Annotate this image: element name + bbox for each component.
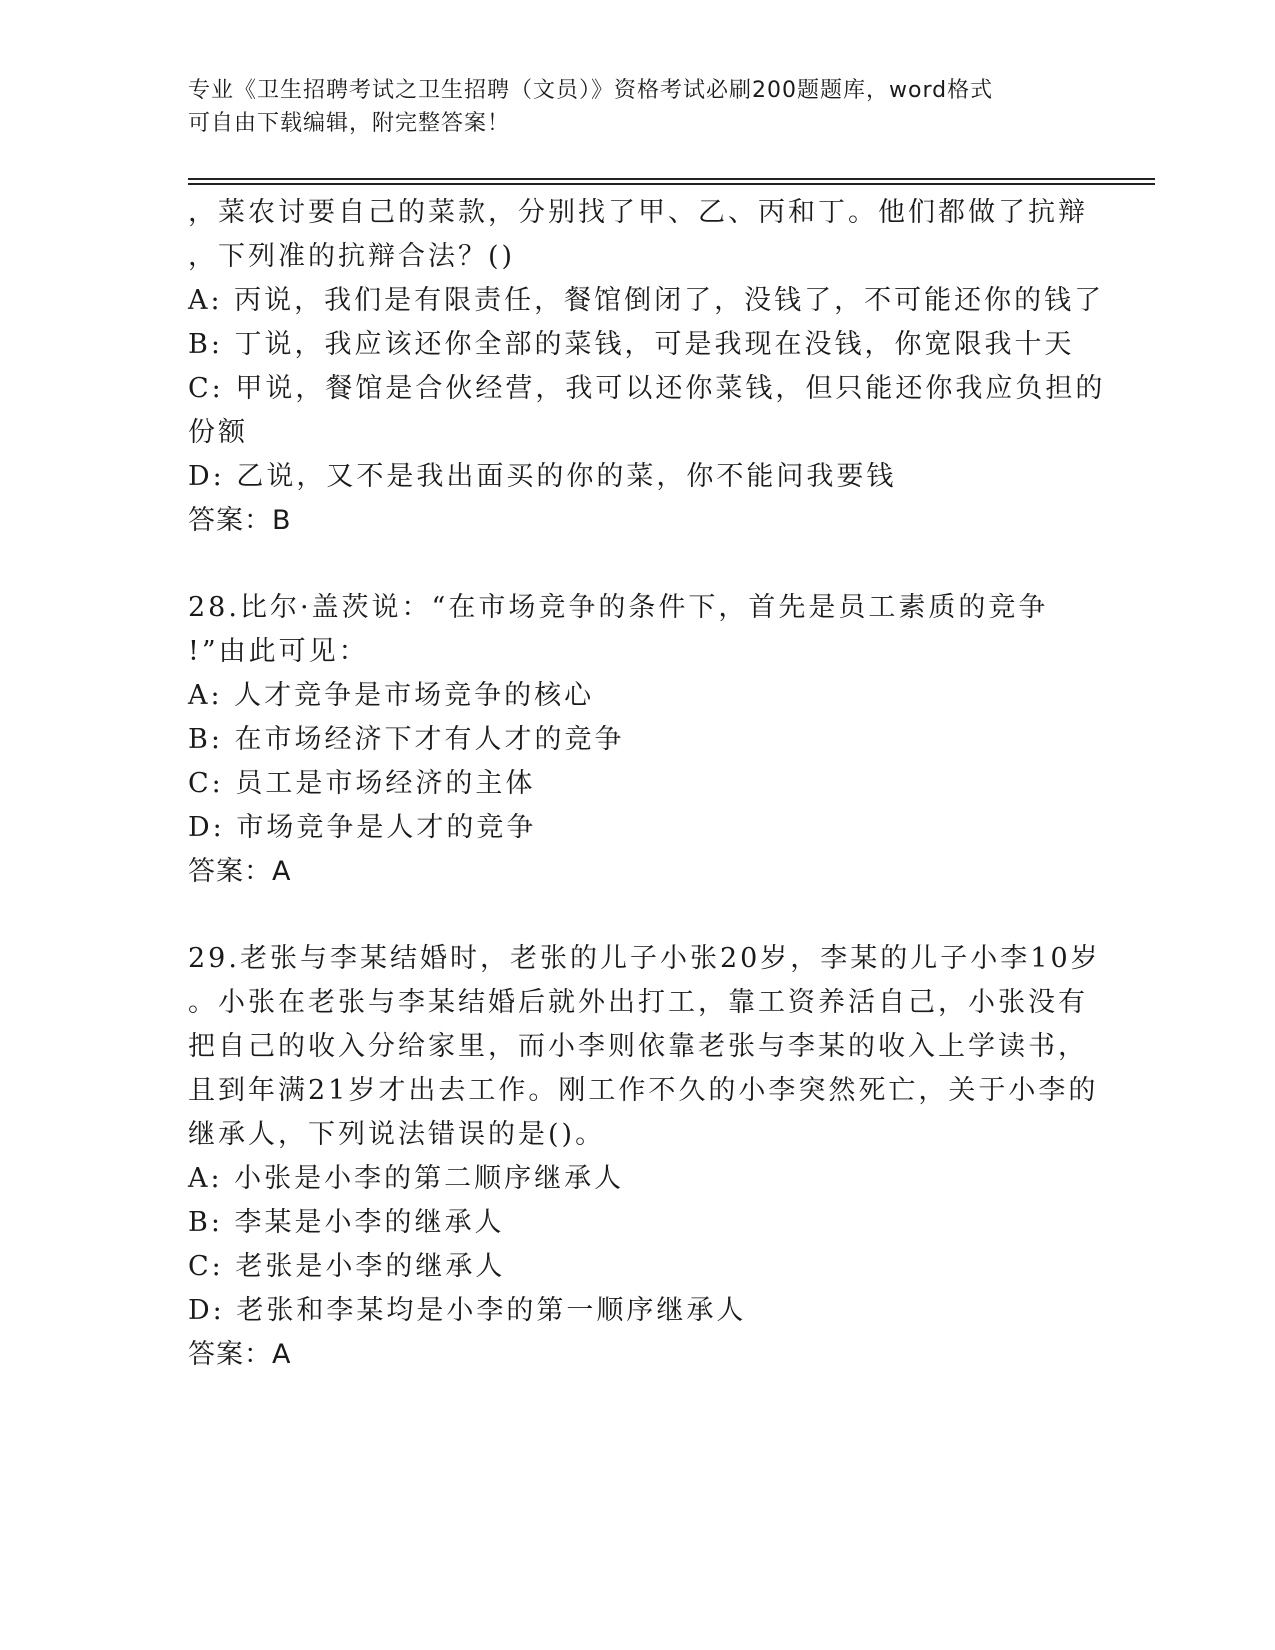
q29-stem-line-3: 把自己的收入分给家里，而小李则依靠老张与李某的收入上学读书， [188, 1031, 1088, 1062]
q29-option-c: C: 老张是小李的继承人 [188, 1251, 506, 1282]
q27-stem-line-2: ，下列准的抗辩合法？() [188, 241, 516, 272]
q29-stem-line-2: 。小张在老张与李某结婚后就外出打工，靠工资养活自己，小张没有 [188, 987, 1088, 1018]
q28-option-d: D: 市场竞争是人才的竞争 [188, 812, 537, 843]
q27-stem-line-1: ，菜农讨要自己的菜款，分别找了甲、乙、丙和丁。他们都做了抗辩 [188, 197, 1088, 228]
q28-answer: 答案：A [188, 856, 292, 887]
q29-option-d: D: 老张和李某均是小李的第一顺序继承人 [188, 1295, 747, 1326]
q27-option-b: B: 丁说，我应该还你全部的菜钱，可是我现在没钱，你宽限我十天 [188, 329, 1075, 360]
q29-stem-line-1: 29.老张与李某结婚时，老张的儿子小张20岁，李某的儿子小李10岁 [188, 943, 1101, 974]
header-line-1: 专业《卫生招聘考试之卫生招聘（文员）》资格考试必刷200题题库，word格式 [188, 78, 994, 103]
q29-stem-line-5: 继承人，下列说法错误的是()。 [188, 1119, 606, 1150]
header-divider-bottom [188, 183, 1155, 185]
q29-option-a: A: 小张是小李的第二顺序继承人 [188, 1163, 625, 1194]
document-header [188, 74, 1088, 140]
q29-stem-line-4: 且到年满21岁才出去工作。刚工作不久的小李突然死亡，关于小李的 [188, 1075, 1099, 1106]
q28-option-a: A: 人才竞争是市场竞争的核心 [188, 680, 595, 711]
q28-stem-line-2: !”由此可见： [188, 636, 369, 667]
q29-answer: 答案：A [188, 1339, 292, 1370]
header-divider-top [188, 178, 1155, 180]
q28-option-c: C: 员工是市场经济的主体 [188, 768, 536, 799]
header-line-2: 可自由下载编辑，附完整答案！ [188, 111, 511, 136]
q27-option-c-line-2: 份额 [188, 417, 248, 448]
q28-option-b: B: 在市场经济下才有人才的竞争 [188, 724, 625, 755]
q29-option-b: B: 李某是小李的继承人 [188, 1207, 505, 1238]
q28-stem-line-1: 28.比尔·盖茨说：“在市场竞争的条件下，首先是员工素质的竞争 [188, 592, 1049, 623]
q27-answer: 答案：B [188, 505, 292, 536]
q27-option-a: A: 丙说，我们是有限责任，餐馆倒闭了，没钱了，不可能还你的钱了 [188, 285, 1105, 316]
q27-option-c-line-1: C: 甲说，餐馆是合伙经营，我可以还你菜钱，但只能还你我应负担的 [188, 373, 1106, 404]
q27-option-d: D: 乙说，又不是我出面买的你的菜，你不能问我要钱 [188, 461, 897, 492]
